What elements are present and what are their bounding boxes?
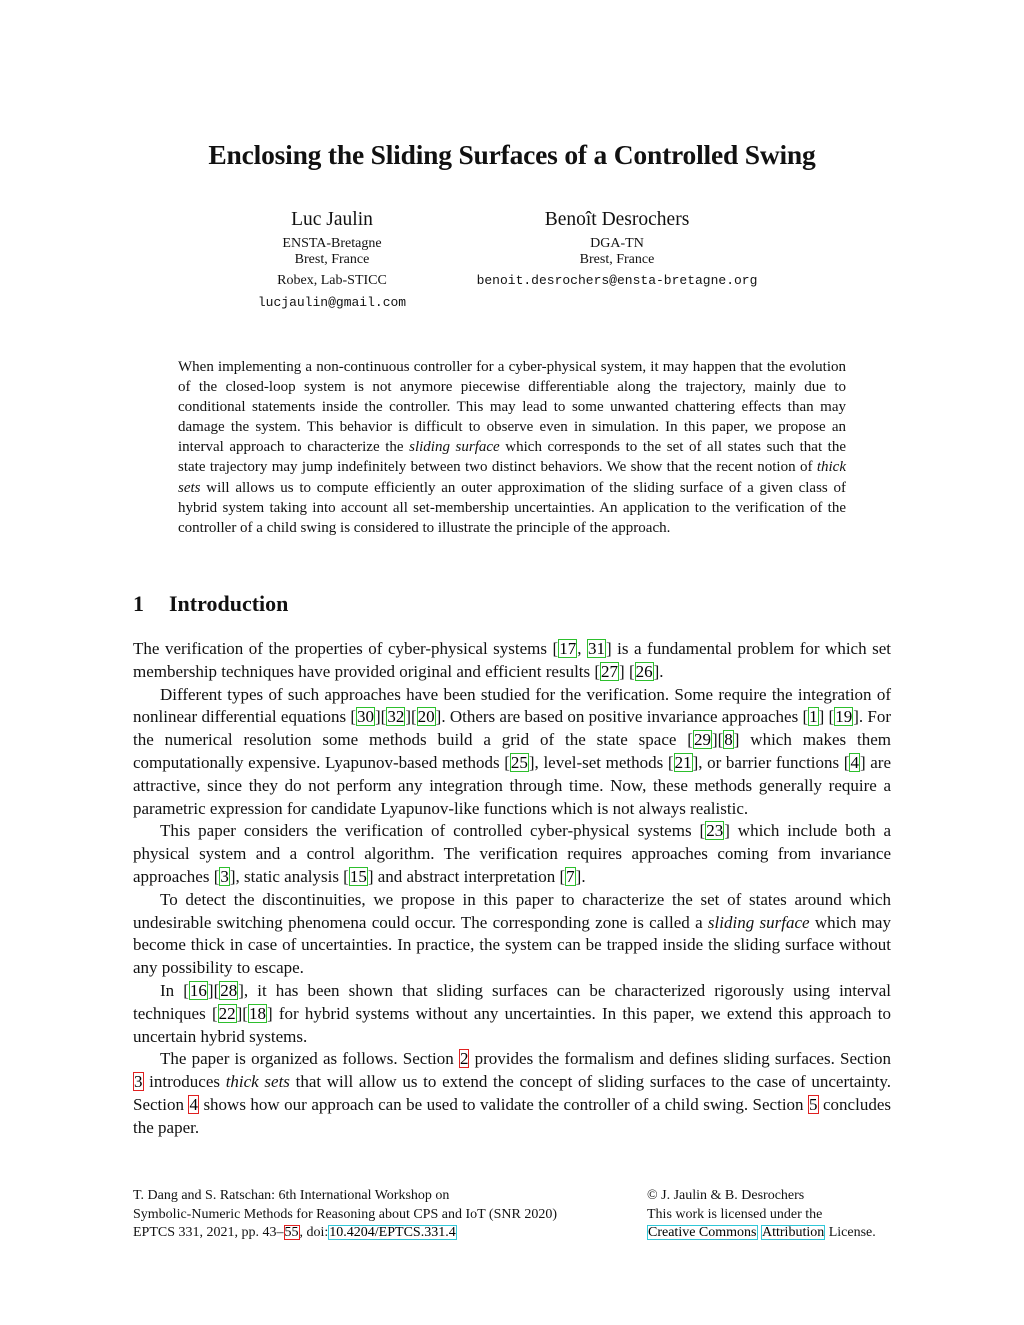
- citation-link[interactable]: 32: [387, 707, 405, 727]
- citation-link[interactable]: 29: [693, 730, 711, 750]
- citation-link[interactable]: 19: [835, 707, 853, 727]
- abstract: [178, 357, 846, 538]
- citation-link[interactable]: 28: [220, 980, 238, 1000]
- abstract-text: will allows us to compute efficiently an outer approximation of the sliding surface of a given class of hybrid system taking into account all set-membership uncertainties. An application to the verification of the controller of a child swing is considered to illustrate the principle of the approach.: [178, 479, 846, 536]
- author-affiliation: DGA-TN: [590, 236, 644, 251]
- creative-commons-link[interactable]: Creative Commons: [648, 1225, 757, 1240]
- footer-license: [647, 1187, 876, 1243]
- citation-link[interactable]: 20: [417, 707, 435, 727]
- author-location: Brest, France: [579, 252, 655, 267]
- citation-link[interactable]: 21: [674, 752, 692, 772]
- last-page-link[interactable]: 55: [284, 1225, 299, 1240]
- abstract-text: When implementing a non-continuous controller for a cyber-physical system, it may happen that the evolution of the closed-loop system is not anymore piecewise differentiable along the trajectory, mainly due to conditional statements inside the controller. This may lead to some unwanted chattering effects than may damage the system. This behavior is difficult to observe even in simulation. In this paper, we propose an interval approach to characterize the: [178, 359, 846, 456]
- paper-title: Enclosing the Sliding Surfaces of a Controlled Swing: [208, 139, 816, 170]
- footer-line: EPTCS 331, 2021, pp. 43–55, doi:10.4204/EPTCS.331.4: [133, 1225, 456, 1240]
- section-ref-link[interactable]: 3: [134, 1072, 143, 1092]
- author-location: Brest, France: [294, 252, 370, 267]
- section-heading: [133, 591, 288, 617]
- footer-line: Symbolic-Numeric Methods for Reasoning about CPS and IoT (SNR 2020): [133, 1206, 557, 1222]
- section-ref-link[interactable]: 4: [189, 1094, 198, 1114]
- author-email: lucjaulin@gmail.com: [257, 295, 407, 310]
- abstract-text: which corresponds to the set of all states such that the state trajectory may jump indefinitely between two distinct behaviors. We show that the recent notion of: [178, 439, 847, 476]
- citation-link[interactable]: 4: [850, 752, 859, 772]
- citation-link[interactable]: 16: [189, 980, 207, 1000]
- section-ref-link[interactable]: 5: [809, 1094, 818, 1114]
- attribution-link[interactable]: Attribution: [762, 1225, 825, 1240]
- citation-link[interactable]: 22: [218, 1003, 236, 1023]
- citation-link[interactable]: 8: [724, 730, 733, 750]
- section-ref-link[interactable]: 2: [459, 1049, 469, 1069]
- paragraph: The verification of the properties of cyber-physical systems [17, 31] is a fundamental problem for which set membership techniques have provided original and efficient results [27] [26].: [133, 639, 891, 681]
- citation-link[interactable]: 18: [248, 1003, 266, 1023]
- author-lab: Robex, Lab-STICC: [277, 273, 387, 288]
- paragraph: In [16][28], it has been shown that sliding surfaces can be characterized rigorously using interval techniques [22][18] for hybrid systems without any uncertainties. In this paper, we extend this approach to uncertain hybrid systems.: [133, 980, 891, 1046]
- citation-link[interactable]: 7: [566, 866, 575, 886]
- paragraph: The paper is organized as follows. Section 2 provides the formalism and defines sliding surfaces. Section 3 introduces thick sets that will allow us to extend the concept of sliding surfaces to the case of uncertainty. Section 4 shows how our approach can be used to validate the controller of a child swing. Section 5 concludes the paper.: [133, 1049, 891, 1137]
- author-block-2: [445, 207, 789, 289]
- citation-link[interactable]: 31: [587, 639, 605, 658]
- copyright-line: © J. Jaulin & B. Desrochers: [647, 1188, 805, 1203]
- citation-link[interactable]: 26: [635, 661, 653, 681]
- author-name: Luc Jaulin: [291, 209, 373, 230]
- citation-link[interactable]: 1: [809, 707, 818, 727]
- body-text: [133, 638, 891, 1140]
- section-title: Introduction: [169, 591, 289, 616]
- citation-link[interactable]: 30: [357, 707, 374, 727]
- footer-line: Creative Commons Attribution License.: [648, 1225, 876, 1240]
- citation-link[interactable]: 17: [559, 639, 577, 658]
- abstract-emphasis: thick sets: [178, 459, 846, 496]
- footer-line: T. Dang and S. Ratschan: 6th International Workshop on: [133, 1188, 450, 1203]
- footer-publication-info: [133, 1187, 557, 1243]
- author-affiliation: ENSTA-Bretagne: [282, 236, 382, 251]
- footer-line: This work is licensed under the: [647, 1206, 823, 1222]
- citation-link[interactable]: 3: [220, 866, 229, 886]
- author-email: benoit.desrochers@ensta-bretagne.org: [476, 273, 758, 288]
- citation-link[interactable]: 25: [510, 752, 528, 772]
- author-name: Benoît Desrochers: [544, 209, 690, 230]
- paragraph: To detect the discontinuities, we propose in this paper to characterize the set of states around which undesirable switching phenomena could occur. The corresponding zone is called a sliding surface which may become thick in case of uncertainties. In practice, the system can be trapped inside the sliding surface without any possibility to escape.: [133, 889, 891, 978]
- paragraph: This paper considers the verification of controlled cyber-physical systems [23] which include both a physical system and a control algorithm. The verification requires approaches coming from invariance approaches [3], static analysis [15] and abstract interpretation [7].: [133, 821, 892, 886]
- paragraph: Different types of such approaches have been studied for the verification. Some require the integration of nonlinear differential equations [30][32][20]. Others are based on positive invariance approaches [1] [19]. For the numerical resolution some methods build a grid of the state space [29][8] which makes them computationally expensive. Lyapunov-based methods [25], level-set methods [21], or barrier functions [4] are attractive, since they do not perform any integration through time. Now, these methods generally require a parametric expression for candidate Lyapunov-like functions which is not always realistic.: [133, 684, 892, 818]
- citation-link[interactable]: 27: [601, 661, 619, 681]
- section-number: 1: [133, 591, 144, 616]
- abstract-emphasis: sliding surface: [409, 439, 500, 456]
- citation-link[interactable]: 15: [349, 866, 367, 886]
- doi-link[interactable]: 10.4204/EPTCS.331.4: [329, 1225, 456, 1240]
- citation-link[interactable]: 23: [706, 821, 724, 841]
